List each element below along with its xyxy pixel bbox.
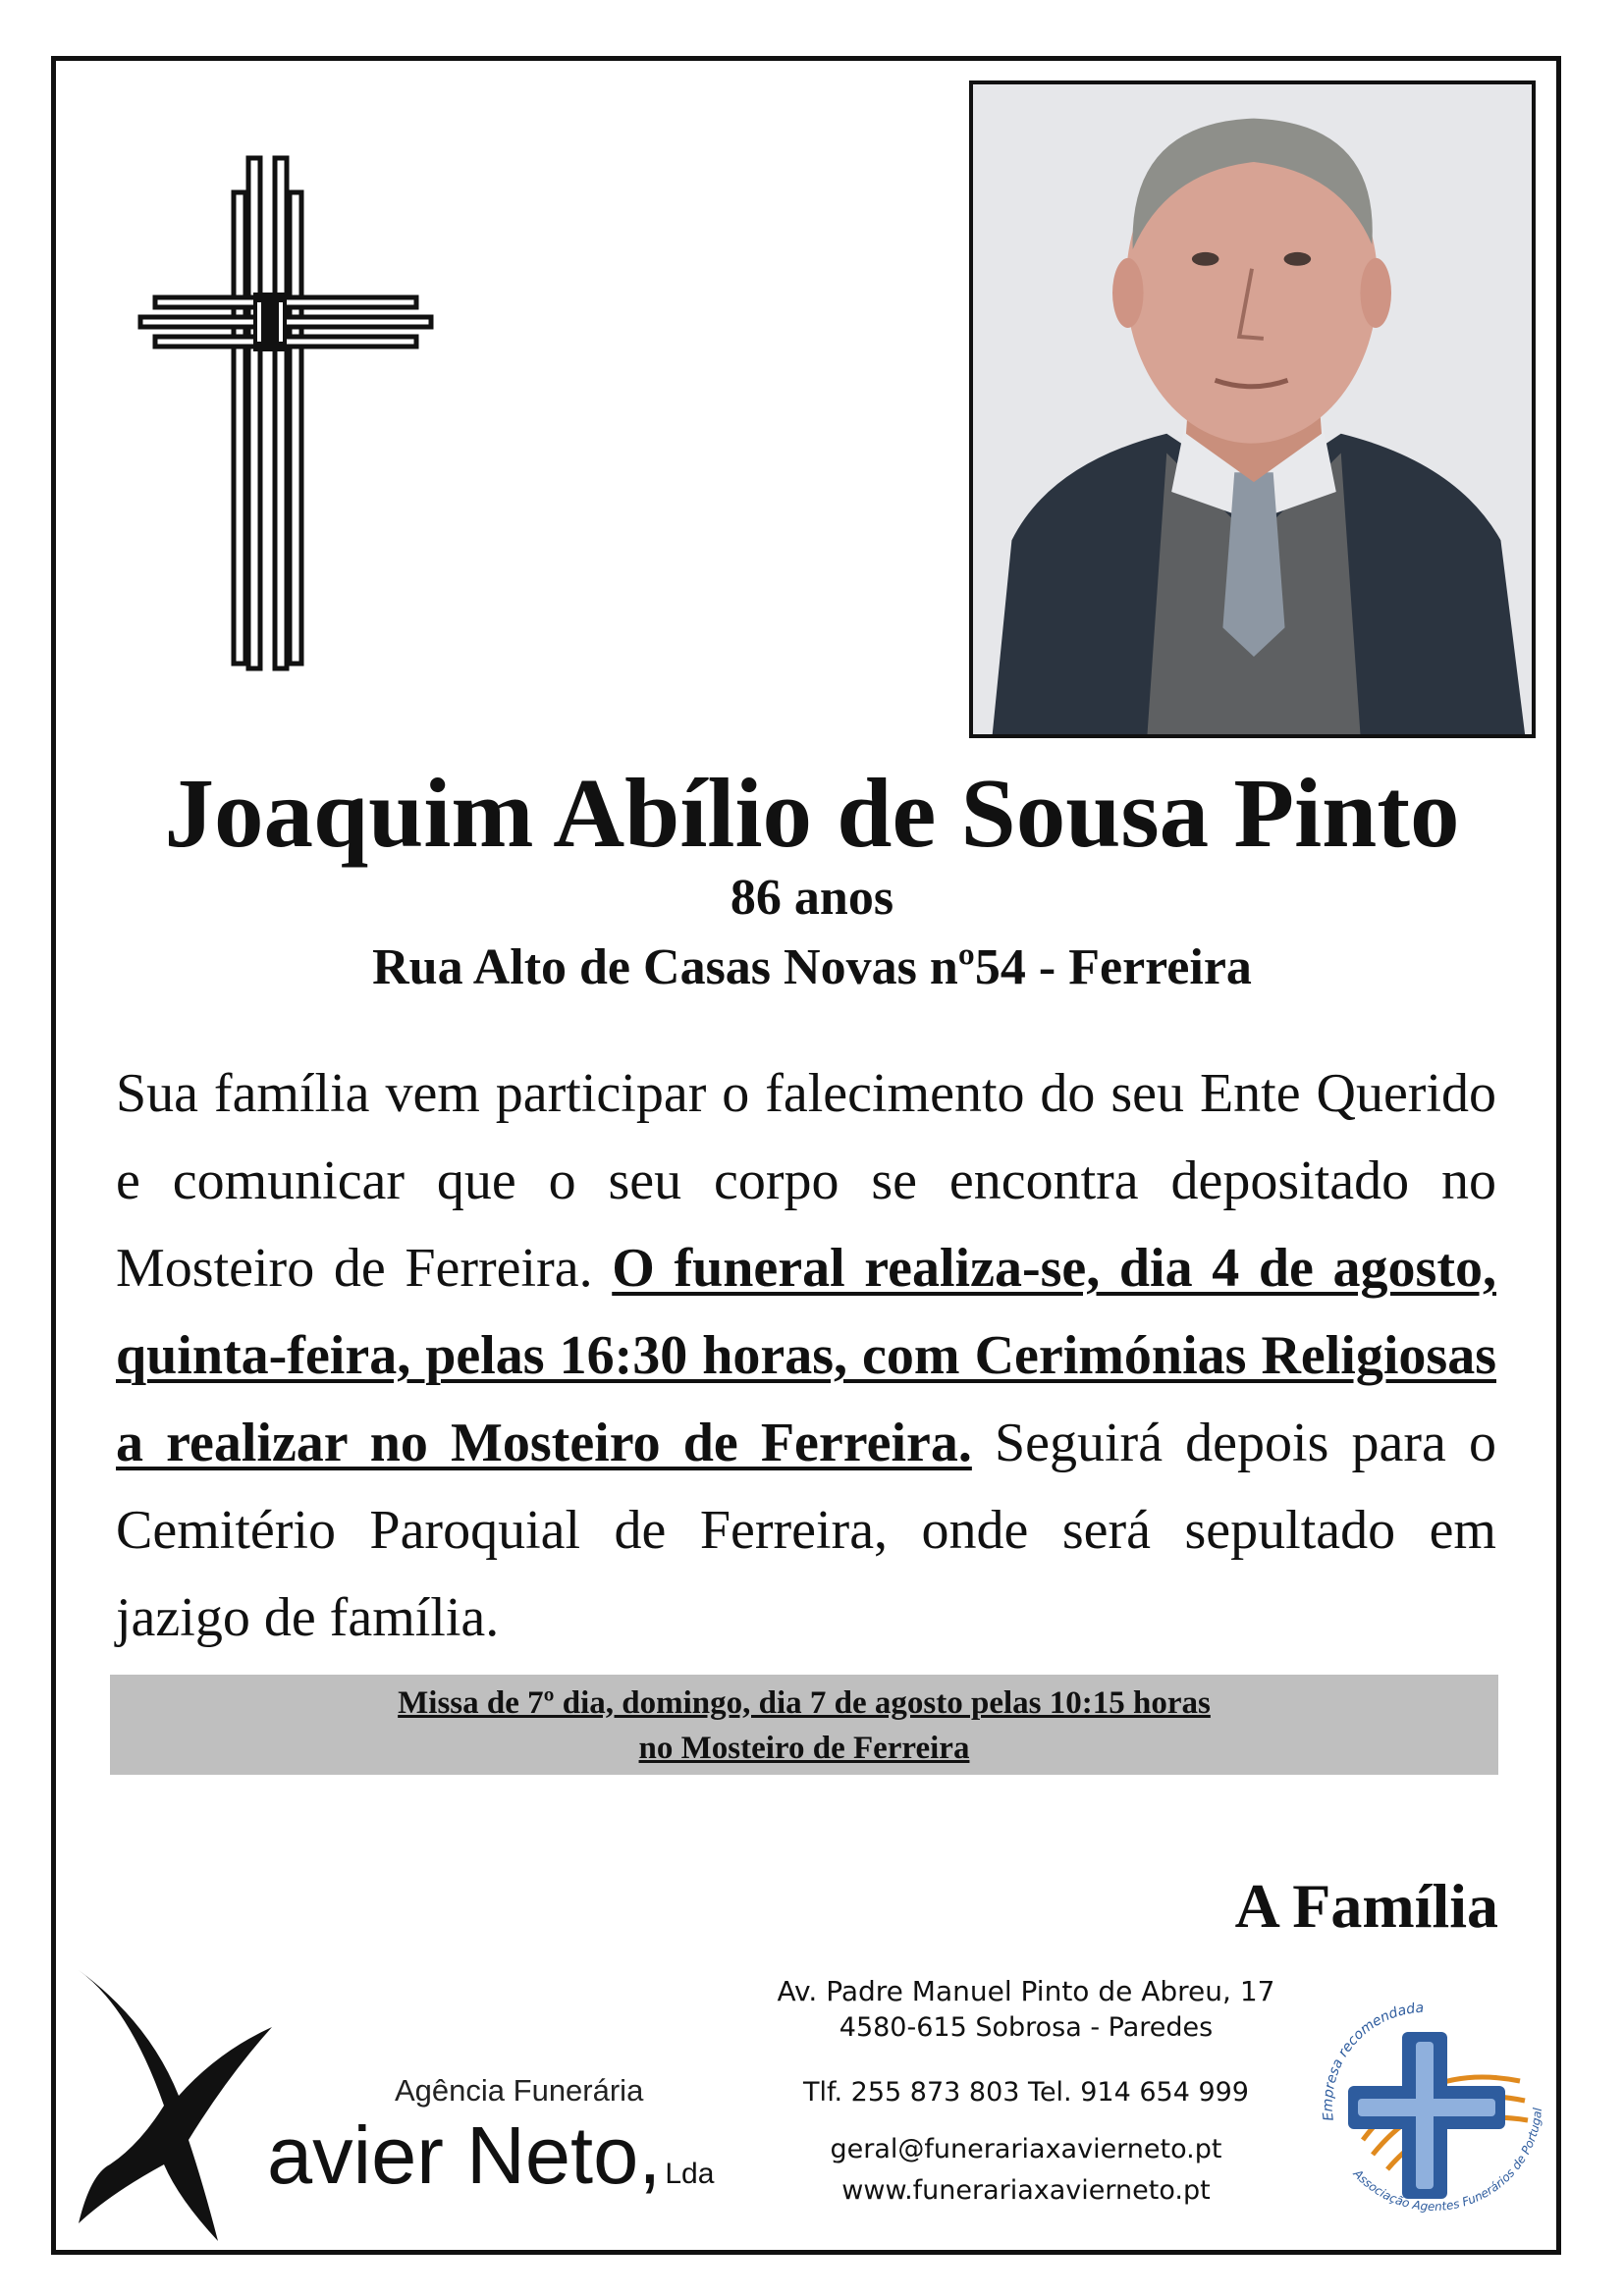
agency-suffix: Lda (665, 2158, 715, 2190)
family-signoff: A Família (1234, 1871, 1498, 1941)
deceased-age: 86 anos (730, 870, 894, 926)
agency-name (267, 2109, 715, 2201)
agency-phones: Tlf. 255 873 803 Tel. 914 654 999 (802, 2077, 1249, 2108)
deceased-address: Rua Alto de Casas Novas nº54 - Ferreira (372, 939, 1252, 995)
deceased-name: Joaquim Abílio de Sousa Pinto (164, 758, 1460, 868)
agency-subtitle: Agência Funerária (395, 2073, 644, 2108)
agency-name-text: avier Neto, (267, 2109, 662, 2201)
mass-line-1: Missa de 7º dia, domingo, dia 7 de agosto pelas 10:15 horas (398, 1685, 1211, 1721)
association-logo-icon (1294, 1973, 1559, 2238)
association-top-text: Empresa recomendada (1320, 2000, 1425, 2122)
announcement-intro: Sua família vem participar o falecimento do seu Ente Querido e comunicar que o seu corpo se encontra depositado no Mosteiro de Ferreira. (116, 1063, 1496, 1299)
agency-postal: 4580-615 Sobrosa - Paredes (839, 2012, 1214, 2043)
announcement-text (116, 1050, 1496, 1662)
agency-street: Av. Padre Manuel Pinto de Abreu, 17 (777, 1975, 1275, 2007)
agency-email[interactable]: geral@funerariaxavierneto.pt (830, 2134, 1222, 2164)
agency-x-logo-icon (71, 1968, 277, 2243)
cross-icon (135, 155, 436, 671)
funeral-details: O funeral realiza-se, dia 4 de agosto, quinta-feira, pelas 16:30 horas, com Cerimónias Religiosas a realizar no Mosteiro de Ferreira. (116, 1238, 1496, 1473)
association-bottom-text: Associação Agentes Funerários de Portugal (1350, 2107, 1545, 2214)
mass-notice (110, 1675, 1498, 1775)
mass-line-2: no Mosteiro de Ferreira (638, 1731, 970, 1766)
agency-website[interactable]: www.funerariaxavierneto.pt (841, 2175, 1211, 2206)
announcement-burial: Seguirá depois para o Cemitério Paroquial de Ferreira, onde será sepultado em jazigo de família. (116, 1413, 1496, 1648)
deceased-photo (969, 80, 1536, 738)
